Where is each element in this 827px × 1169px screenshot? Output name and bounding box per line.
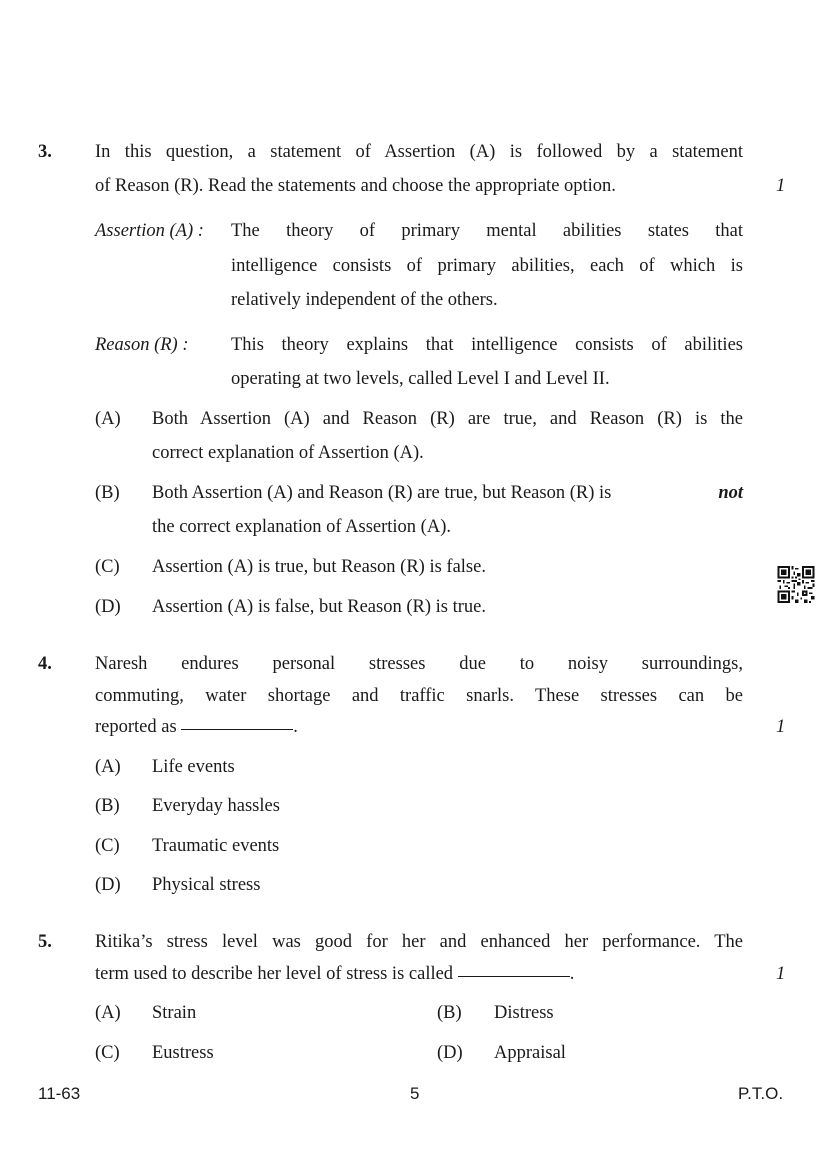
reason-label: Reason (R) : xyxy=(95,335,189,355)
assertion-label: Assertion (A) : xyxy=(95,221,204,241)
option-text: the correct explanation of Assertion (A). xyxy=(152,517,451,537)
question-text-part: . xyxy=(569,964,575,984)
option-text: Appraisal xyxy=(494,1043,566,1063)
emphasis-text: not xyxy=(718,483,743,503)
assertion-text: intelligence consists of primary abilities, each of which is xyxy=(231,256,743,276)
question-text: of Reason (R). Read the statements and choose the appropriate option. xyxy=(95,176,616,196)
question-text xyxy=(95,964,574,985)
option-label: (B) xyxy=(95,796,120,816)
answer-blank xyxy=(458,975,570,977)
option-text xyxy=(152,483,743,504)
question-text: Naresh endures personal stresses due to noisy surroundings, xyxy=(95,654,743,674)
reason-text: operating at two levels, called Level I and Level II. xyxy=(231,369,610,389)
marks: 1 xyxy=(776,176,786,196)
question-text-part: reported as xyxy=(95,717,177,737)
option-text: correct explanation of Assertion (A). xyxy=(152,443,424,463)
option-text-part: Both Assertion (A) and Reason (R) are true, but Reason (R) is xyxy=(152,483,612,503)
option-label: (D) xyxy=(95,875,121,895)
option-text: Eustress xyxy=(152,1043,214,1063)
option-text: Strain xyxy=(152,1003,197,1023)
option-text: Traumatic events xyxy=(152,836,280,856)
option-label: (D) xyxy=(437,1043,463,1063)
question-text: Ritika’s stress level was good for her and enhanced her performance. The xyxy=(95,932,743,952)
qr-code-icon xyxy=(776,566,816,603)
option-label: (A) xyxy=(95,757,121,777)
option-text: Physical stress xyxy=(152,875,261,895)
assertion-text: relatively independent of the others. xyxy=(231,290,498,310)
question-number: 5. xyxy=(38,932,52,952)
option-label: (D) xyxy=(95,597,121,617)
question-number: 4. xyxy=(38,654,52,674)
question-text: In this question, a statement of Assertion (A) is followed by a statement xyxy=(95,142,743,162)
reason-text: This theory explains that intelligence consists of abilities xyxy=(231,335,743,355)
option-label: (B) xyxy=(437,1003,462,1023)
option-text: Assertion (A) is true, but Reason (R) is false. xyxy=(152,557,486,577)
paper-code: 11-63 xyxy=(38,1084,81,1103)
question-number: 3. xyxy=(38,142,52,162)
option-label: (A) xyxy=(95,1003,121,1023)
page-number: 5 xyxy=(410,1084,420,1103)
option-text: Assertion (A) is false, but Reason (R) is true. xyxy=(152,597,486,617)
marks: 1 xyxy=(776,964,786,984)
option-label: (C) xyxy=(95,557,120,577)
option-text: Everyday hassles xyxy=(152,796,280,816)
option-text: Life events xyxy=(152,757,235,777)
pto-label: P.T.O. xyxy=(738,1084,784,1103)
question-text-part: term used to describe her level of stress is called xyxy=(95,964,454,984)
option-label: (C) xyxy=(95,1043,120,1063)
option-text: Both Assertion (A) and Reason (R) are true, and Reason (R) is the xyxy=(152,409,743,429)
option-label: (B) xyxy=(95,483,120,503)
question-text: commuting, water shortage and traffic snarls. These stresses can be xyxy=(95,686,743,706)
assertion-text: The theory of primary mental abilities states that xyxy=(231,221,743,241)
answer-blank xyxy=(181,728,293,730)
marks: 1 xyxy=(776,717,786,737)
question-text-part: . xyxy=(293,717,298,737)
option-text: Distress xyxy=(494,1003,554,1023)
question-text xyxy=(95,717,298,738)
option-label: (C) xyxy=(95,836,120,856)
option-label: (A) xyxy=(95,409,121,429)
